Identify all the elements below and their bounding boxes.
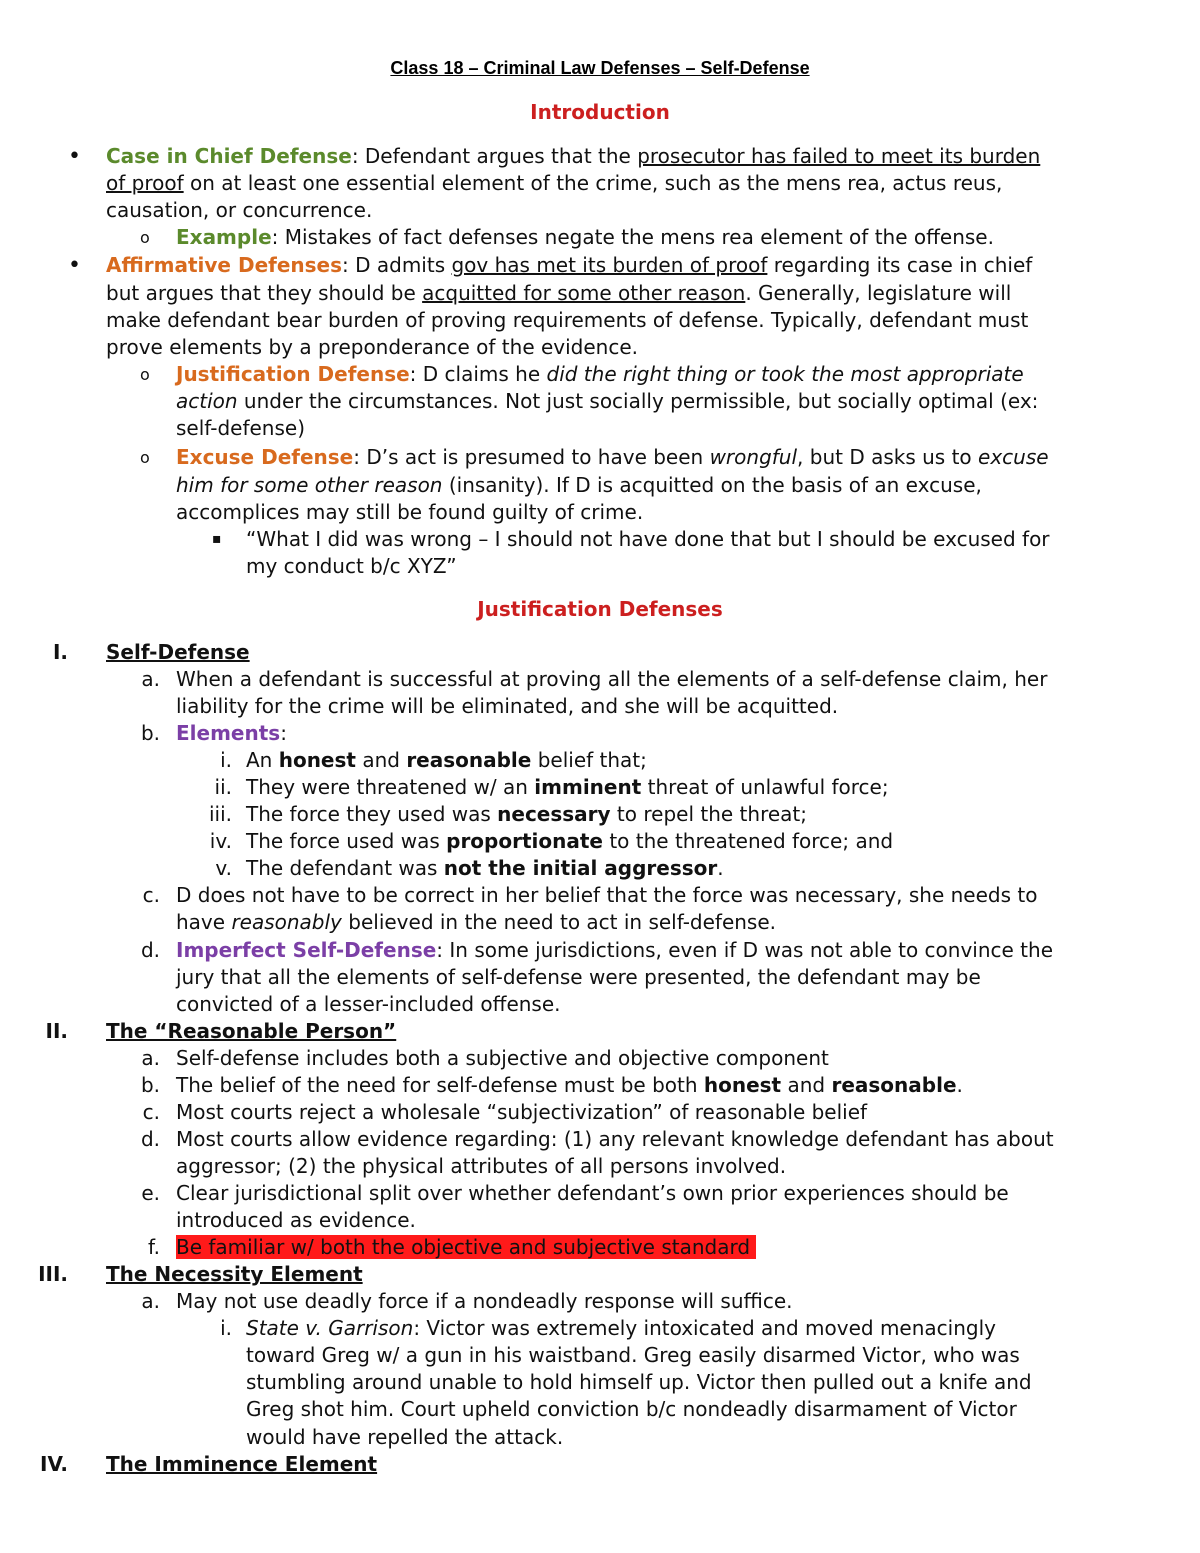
s2-e-line-1: Clear jurisdictional split over whether defendant’s own prior experiences should be [176,1181,1009,1205]
bullet-marker: • [68,144,81,169]
case-in-chief-label: Case in Chief Defense [106,144,352,168]
item-marker: f. [148,1235,160,1259]
s1-a-line-2: liability for the crime will be eliminated, and she will be acquitted. [176,694,839,718]
justification-line-1: Justification Defense: D claims he did the right thing or took the most appropriate [176,362,1024,386]
section-number: I. [52,640,68,664]
element-iii: The force they used was necessary to repel the threat; [246,802,807,826]
item-marker: c. [142,883,160,907]
item-marker: iv. [209,829,232,853]
section-title-reasonable-person: The “Reasonable Person” [106,1019,397,1043]
affirmative-defenses-label: Affirmative Defenses [106,253,343,277]
s2-d-line-1: Most courts allow evidence regarding: (1) any relevant knowledge defendant has about [176,1127,1054,1151]
s1-b-line: Elements: [176,721,287,745]
section-number: III. [38,1262,68,1286]
justification-line-2: action under the circumstances. Not just socially permissible, but socially optimal (ex: [176,389,1039,413]
s1-c-line-2: have reasonably believed in the need to act in self-defense. [176,910,777,934]
elements-label: Elements [176,721,281,745]
s1-a-line-1: When a defendant is successful at proving all the elements of a self-defense claim, her [176,667,1048,691]
imperfect-self-defense-label: Imperfect Self-Defense [176,938,437,962]
s3-i-line-4: Greg shot him. Court upheld conviction b/c nondeadly disarmament of Victor [246,1397,1017,1421]
item-marker: d. [140,938,160,962]
item-marker: b. [140,1073,160,1097]
excuse-defense-label: Excuse Defense [176,445,354,469]
s2-f-line [176,1234,756,1261]
s2-c-line: Most courts reject a wholesale “subjectivization” of reasonable belief [176,1100,868,1124]
element-i: An honest and reasonable belief that; [246,748,647,772]
section-number: IV. [40,1452,68,1476]
item-marker: b. [140,721,160,745]
case-in-chief-line-3: causation, or concurrence. [106,198,373,222]
heading-introduction: Introduction [530,100,670,124]
item-marker: a. [141,1289,160,1313]
item-marker: a. [141,1046,160,1070]
element-iv: The force used was proportionate to the threatened force; and [246,829,894,853]
case-name: State v. Garrison [246,1316,414,1340]
s3-i-line-5: would have repelled the attack. [246,1425,564,1449]
s2-b-line: The belief of the need for self-defense must be both honest and reasonable. [176,1073,963,1097]
section-title-imminence: The Imminence Element [106,1452,378,1476]
item-marker: i. [220,748,232,772]
bullet-marker: • [68,253,81,278]
s1-d-line-3: convicted of a lesser-included offense. [176,992,561,1016]
affirmative-line-4: prove elements by a preponderance of the evidence. [106,335,639,359]
section-title-self-defense: Self-Defense [106,640,250,664]
example-line: Example: Mistakes of fact defenses negate the mens rea element of the offense. [176,225,994,249]
section-number: II. [45,1019,68,1043]
affirmative-line-3: make defendant bear burden of proving requirements of defense. Typically, defendant must [106,308,1029,332]
s1-d-line-1: Imperfect Self-Defense: In some jurisdictions, even if D was not able to convince the [176,938,1054,962]
case-in-chief-line-1: Case in Chief Defense: Defendant argues that the prosecutor has failed to meet its burden [106,144,1041,168]
item-marker: i. [220,1316,232,1340]
item-marker: iii. [208,802,232,826]
s3-i-line-1: State v. Garrison: Victor was extremely intoxicated and moved menacingly [246,1316,996,1340]
item-marker: e. [141,1181,160,1205]
excuse-line-2: him for some other reason (insanity). If D is acquitted on the basis of an excuse, [176,473,982,497]
element-ii: They were threatened w/ an imminent threat of unlawful force; [246,775,889,799]
s2-e-line-2: introduced as evidence. [176,1208,416,1232]
item-marker: ii. [214,775,232,799]
s1-c-line-1: D does not have to be correct in her belief that the force was necessary, she needs to [176,883,1038,907]
square-marker: ▪ [212,531,222,547]
affirmative-line-1: Affirmative Defenses: D admits gov has met its burden of proof regarding its case in chief [106,253,1033,277]
s3-i-line-3: stumbling around unable to hold himself up. Victor then pulled out a knife and [246,1370,1032,1394]
circle-marker: o [140,448,150,467]
quote-line-1: “What I did was wrong – I should not have done that but I should be excused for [246,527,1050,551]
s1-d-line-2: jury that all the elements of self-defense were presented, the defendant may be [176,965,981,989]
document-title: Class 18 – Criminal Law Defenses – Self-Defense [390,58,810,78]
example-label: Example [176,225,272,249]
s2-d-line-2: aggressor; (2) the physical attributes of all persons involved. [176,1154,787,1178]
excuse-line-1: Excuse Defense: D’s act is presumed to have been wrongful, but D asks us to excuse [176,445,1049,469]
item-marker: d. [140,1127,160,1151]
excuse-line-3: accomplices may still be found guilty of crime. [176,500,644,524]
justification-defense-label: Justification Defense [176,362,410,386]
item-marker: a. [141,667,160,691]
highlighted-text: Be familiar w/ both the objective and subjective standard [176,1235,756,1259]
item-marker: v. [215,856,232,880]
quote-line-2: my conduct b/c XYZ” [246,554,457,578]
heading-justification-defenses: Justification Defenses [477,597,723,621]
circle-marker: o [140,365,150,384]
item-marker: c. [142,1100,160,1124]
s3-i-line-2: toward Greg w/ a gun in his waistband. Greg easily disarmed Victor, who was [246,1343,1020,1367]
s3-a-line: May not use deadly force if a nondeadly response will suffice. [176,1289,793,1313]
circle-marker: o [140,228,150,247]
justification-line-3: self-defense) [176,416,305,440]
s2-a-line: Self-defense includes both a subjective and objective component [176,1046,829,1070]
section-title-necessity: The Necessity Element [106,1262,363,1286]
case-in-chief-line-2: of proof on at least one essential element of the crime, such as the mens rea, actus reus, [106,171,1003,195]
affirmative-line-2: but argues that they should be acquitted for some other reason. Generally, legislature will [106,281,1012,305]
element-v: The defendant was not the initial aggressor. [246,856,724,880]
